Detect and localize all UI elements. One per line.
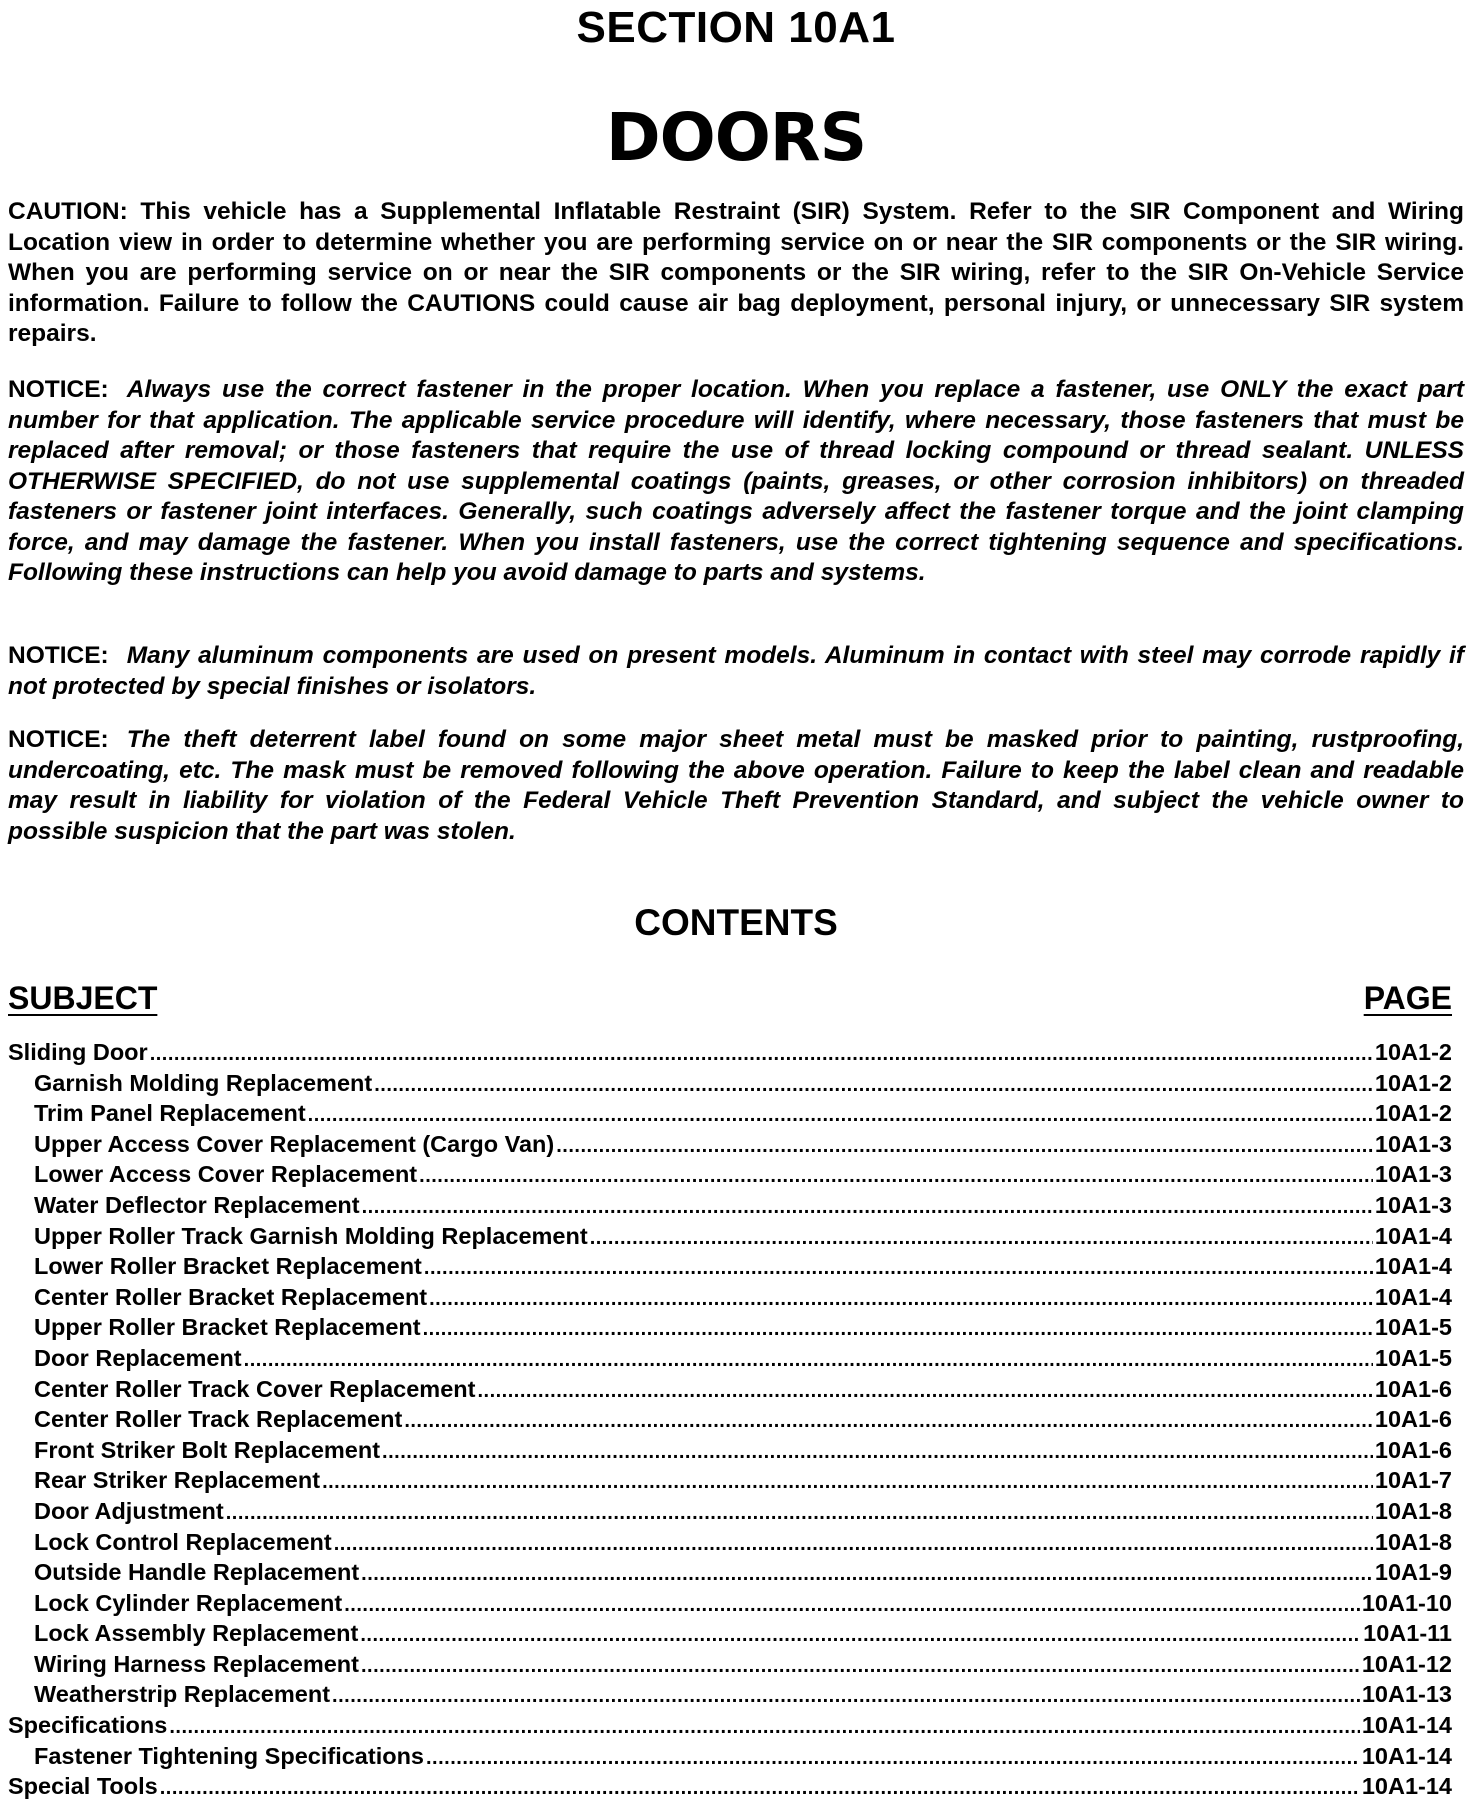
- toc-leader-dots: [423, 1314, 1373, 1343]
- toc-entry[interactable]: [8, 1282, 1452, 1313]
- toc-entry[interactable]: [8, 1190, 1452, 1221]
- table-of-contents: [8, 1037, 1452, 1802]
- toc-entry-page: 10A1-2: [1374, 1069, 1452, 1096]
- toc-leader-dots: [344, 1590, 1360, 1619]
- toc-leader-dots: [169, 1712, 1360, 1741]
- toc-entry[interactable]: [8, 1404, 1452, 1435]
- toc-leader-dots: [382, 1437, 1373, 1466]
- toc-leader-dots: [374, 1070, 1373, 1099]
- toc-entry-page: 10A1-4: [1374, 1253, 1452, 1280]
- toc-entry-title: Specifications: [8, 1712, 168, 1739]
- toc-entry-page: 10A1-11: [1363, 1620, 1452, 1647]
- toc-entry-page: 10A1-8: [1374, 1497, 1452, 1524]
- toc-entry[interactable]: [8, 1771, 1452, 1802]
- toc-leader-dots: [590, 1223, 1373, 1252]
- toc-entry-title: Lower Roller Bracket Replacement: [34, 1253, 422, 1280]
- toc-leader-dots: [226, 1498, 1373, 1527]
- toc-entry[interactable]: [8, 1588, 1452, 1619]
- toc-entry-page: 10A1-5: [1374, 1314, 1452, 1341]
- toc-entry-title: Lock Control Replacement: [34, 1528, 332, 1555]
- toc-entry-title: Water Deflector Replacement: [34, 1191, 360, 1218]
- toc-entry[interactable]: [8, 1496, 1452, 1527]
- notice-text: Many aluminum components are used on present models. Aluminum in contact with steel may corrode rapidly if not protected by special finishes or isolators.: [8, 642, 1464, 700]
- toc-leader-dots: [334, 1529, 1373, 1558]
- toc-entry[interactable]: [8, 1741, 1452, 1772]
- toc-entry-title: Lock Cylinder Replacement: [34, 1589, 343, 1616]
- toc-entry[interactable]: [8, 1679, 1452, 1710]
- toc-entry[interactable]: [8, 1068, 1452, 1099]
- toc-entry[interactable]: [8, 1343, 1452, 1374]
- toc-entry-page: 10A1-10: [1361, 1589, 1452, 1616]
- toc-entry-page: 10A1-14: [1361, 1773, 1452, 1800]
- toc-entry[interactable]: [8, 1465, 1452, 1496]
- toc-entry-title: Upper Roller Track Garnish Molding Replacement: [34, 1222, 588, 1249]
- toc-leader-dots: [429, 1284, 1373, 1313]
- toc-entry-page: 10A1-7: [1374, 1467, 1452, 1494]
- page-column-header: PAGE: [1363, 980, 1452, 1016]
- toc-entry[interactable]: [8, 1557, 1452, 1588]
- toc-entry[interactable]: [8, 1527, 1452, 1558]
- toc-entry-page: 10A1-4: [1374, 1283, 1452, 1310]
- notice-label: NOTICE:: [8, 726, 109, 753]
- toc-leader-dots: [404, 1406, 1373, 1435]
- toc-entry-title: Door Adjustment: [34, 1497, 224, 1524]
- toc-entry[interactable]: [8, 1129, 1452, 1160]
- toc-entry-title: Wiring Harness Replacement: [34, 1650, 359, 1677]
- toc-leader-dots: [150, 1039, 1373, 1068]
- toc-entry[interactable]: [8, 1649, 1452, 1680]
- toc-leader-dots: [477, 1376, 1372, 1405]
- toc-entry-title: Center Roller Bracket Replacement: [34, 1283, 428, 1310]
- toc-entry-title: Rear Striker Replacement: [34, 1467, 321, 1494]
- toc-entry-page: 10A1-6: [1374, 1406, 1452, 1433]
- toc-entry-title: Door Replacement: [34, 1344, 242, 1371]
- notice-theft-label: [8, 725, 1464, 847]
- notice-label: NOTICE:: [8, 376, 109, 403]
- toc-leader-dots: [360, 1620, 1361, 1649]
- notice-fasteners: [8, 375, 1464, 589]
- toc-entry-page: 10A1-3: [1374, 1161, 1452, 1188]
- toc-entry[interactable]: [8, 1618, 1452, 1649]
- toc-leader-dots: [419, 1161, 1373, 1190]
- toc-entry-title: Center Roller Track Replacement: [34, 1406, 403, 1433]
- toc-entry-title: Center Roller Track Cover Replacement: [34, 1375, 476, 1402]
- toc-entry-title: Upper Roller Bracket Replacement: [34, 1314, 421, 1341]
- toc-entry-page: 10A1-2: [1374, 1100, 1452, 1127]
- toc-entry-page: 10A1-4: [1374, 1222, 1452, 1249]
- toc-entry-title: Weatherstrip Replacement: [34, 1681, 331, 1708]
- toc-entry-page: 10A1-9: [1374, 1559, 1452, 1586]
- toc-entry-page: 10A1-6: [1374, 1375, 1452, 1402]
- toc-entry-page: 10A1-2: [1374, 1039, 1452, 1065]
- toc-entry-page: 10A1-3: [1374, 1130, 1452, 1157]
- toc-leader-dots: [362, 1192, 1373, 1221]
- toc-entry[interactable]: [8, 1251, 1452, 1282]
- contents-title: CONTENTS: [634, 902, 838, 943]
- toc-entry-page: 10A1-14: [1361, 1742, 1452, 1769]
- toc-entry[interactable]: [8, 1710, 1452, 1741]
- toc-entry[interactable]: [8, 1221, 1452, 1252]
- toc-leader-dots: [361, 1559, 1373, 1588]
- toc-entry[interactable]: [8, 1435, 1452, 1466]
- toc-entry[interactable]: [8, 1374, 1452, 1405]
- toc-entry-title: Lower Access Cover Replacement: [34, 1161, 418, 1188]
- toc-entry-title: Upper Access Cover Replacement (Cargo Van): [34, 1130, 555, 1157]
- doc-title: DOORS: [605, 99, 867, 176]
- caution-paragraph: CAUTION: This vehicle has a Supplemental Inflatable Restraint (SIR) System. Refer to the SIR Component and Wiring Location view in order to determine whether you are performing service on or near the SIR components or the SIR wiring. When you are performing service on or near the SIR components or the SIR wiring, refer to the SIR On-Vehicle Service information. Failure to follow the CAUTIONS could cause air bag deployment, personal injury, or unnecessary SIR system repairs.: [8, 198, 1464, 347]
- toc-leader-dots: [160, 1773, 1360, 1802]
- toc-entry-page: 10A1-3: [1374, 1191, 1452, 1218]
- subject-column-header: SUBJECT: [8, 980, 158, 1016]
- toc-entry-page: 10A1-5: [1374, 1344, 1452, 1371]
- toc-entry-page: 10A1-8: [1374, 1528, 1452, 1555]
- toc-leader-dots: [244, 1345, 1373, 1374]
- toc-entry-page: 10A1-12: [1361, 1650, 1452, 1677]
- toc-entry-title: Lock Assembly Replacement: [34, 1620, 359, 1647]
- toc-entry-title: Trim Panel Replacement: [34, 1100, 306, 1127]
- toc-leader-dots: [424, 1253, 1373, 1282]
- toc-entry-title: Sliding Door: [8, 1039, 148, 1065]
- notice-label: NOTICE:: [8, 642, 109, 669]
- notice-aluminum: [8, 641, 1464, 702]
- toc-entry[interactable]: [8, 1098, 1452, 1129]
- notice-text: The theft deterrent label found on some major sheet metal must be masked prior to painting, rustproofing, undercoating, etc. The mask must be removed following the above operation. Failure to keep the label clean and readable may result in liability for violation of the Federal Vehicle Theft Prevention Standard, and subject the vehicle owner to possible suspicion that the part was stolen.: [8, 726, 1464, 845]
- toc-entry[interactable]: [8, 1037, 1452, 1068]
- toc-leader-dots: [308, 1100, 1373, 1129]
- toc-entry-page: 10A1-14: [1361, 1712, 1452, 1739]
- toc-entry-page: 10A1-6: [1374, 1436, 1452, 1463]
- toc-leader-dots: [556, 1131, 1373, 1160]
- notice-text: Always use the correct fastener in the proper location. When you replace a fastener, use ONLY the exact part number for that application. The applicable service procedure will identify, where necessary, those fasteners that must be replaced after removal; or those fasteners that require the use of thread locking compound or thread sealant. UNLESS OTHERWISE SPECIFIED, do not use supplemental coatings (paints, greases, or other corrosion inhibitors) on threaded fasteners or fastener joint interfaces. Generally, such coatings adversely affect the fastener torque and the joint clamping force, and may damage the fastener. When you install fasteners, use the correct tightening sequence and specifications. Following these instructions can help you avoid damage to parts and systems.: [8, 376, 1464, 586]
- toc-entry[interactable]: [8, 1312, 1452, 1343]
- toc-leader-dots: [332, 1681, 1360, 1710]
- toc-entry-title: Fastener Tightening Specifications: [34, 1742, 424, 1769]
- section-title: SECTION 10A1: [576, 3, 896, 52]
- toc-entry-title: Garnish Molding Replacement: [34, 1069, 373, 1096]
- toc-leader-dots: [361, 1651, 1360, 1680]
- toc-leader-dots: [426, 1743, 1360, 1772]
- toc-entry[interactable]: [8, 1159, 1452, 1190]
- toc-leader-dots: [322, 1467, 1373, 1496]
- toc-entry-title: Front Striker Bolt Replacement: [34, 1436, 381, 1463]
- toc-entry-title: Outside Handle Replacement: [34, 1559, 360, 1586]
- toc-entry-page: 10A1-13: [1361, 1681, 1452, 1708]
- toc-entry-title: Special Tools: [8, 1773, 158, 1800]
